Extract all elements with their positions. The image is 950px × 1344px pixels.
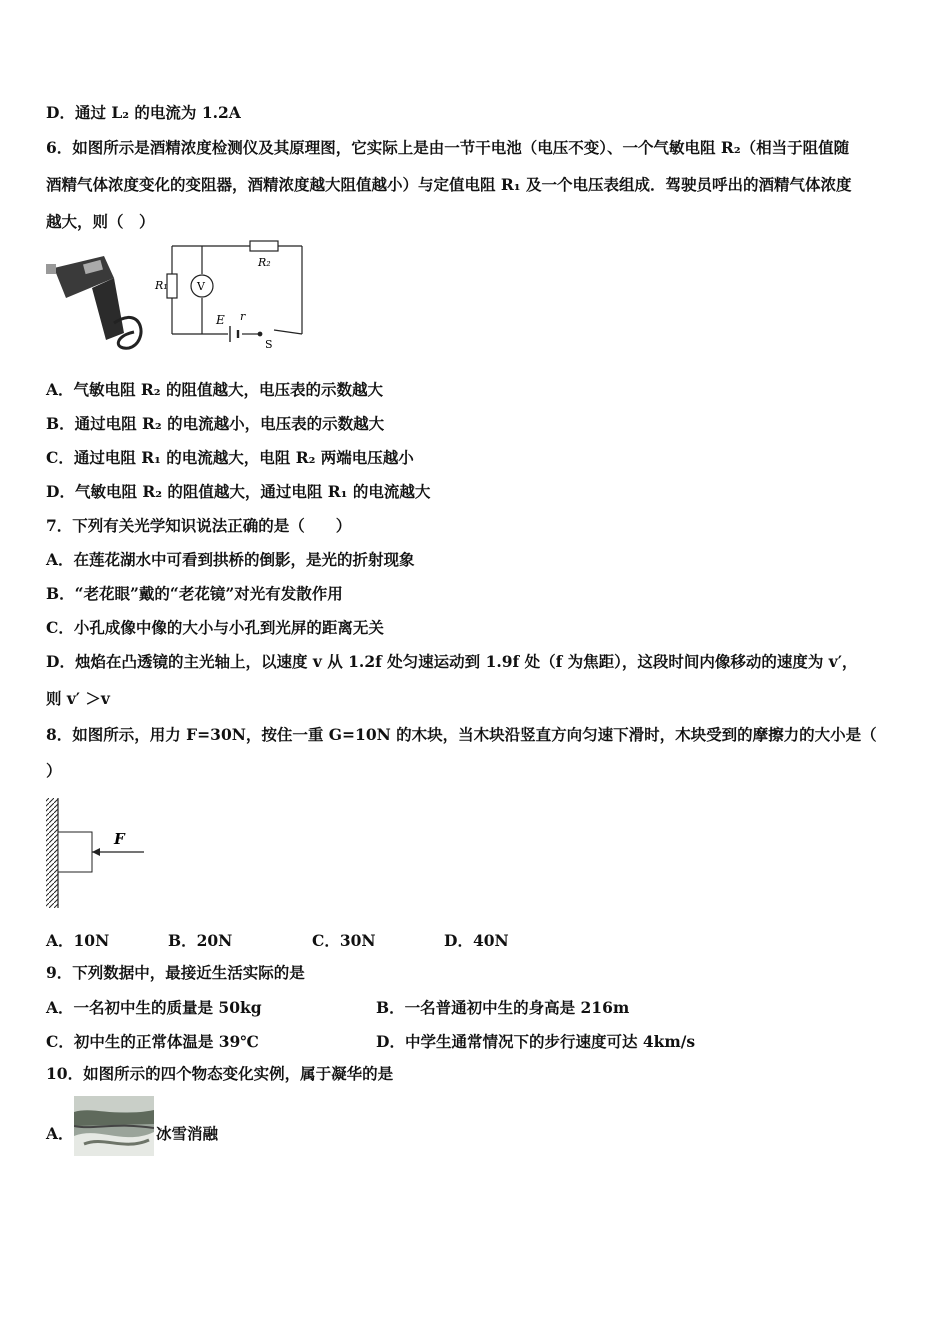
q8-option-d: D．40N bbox=[444, 931, 509, 950]
q5-option-d: D．通过 L₂ 的电流为 1.2A bbox=[46, 103, 241, 122]
q7-stem: 7．下列有关光学知识说法正确的是（ ） bbox=[46, 516, 352, 535]
q9-option-c: C．初中生的正常体温是 39℃ bbox=[46, 1032, 259, 1051]
q6-stem-line-2: 酒精气体浓度变化的变阻器，酒精浓度越大阻值越小）与定值电阻 R₁ 及一个电压表组成．驾驶员呼出的酒精气体浓度 bbox=[46, 175, 852, 194]
q8-option-a: A．10N bbox=[46, 931, 110, 950]
q6-stem-line-1: 6．如图所示是酒精浓度检测仪及其原理图，它实际上是由一节干电池（电压不变）、一个气敏电阻 R₂（相当于阻值随 bbox=[46, 138, 850, 157]
breathalyzer-image bbox=[44, 248, 154, 353]
q10-stem: 10．如图所示的四个物态变化实例，属于凝华的是 bbox=[46, 1064, 394, 1083]
switch-blade bbox=[274, 330, 302, 334]
q10-option-a-caption: 冰雪消融 bbox=[156, 1124, 219, 1143]
q6-option-c: C．通过电阻 R₁ 的电流越大，电阻 R₂ 两端电压越小 bbox=[46, 448, 414, 467]
q6-option-a: A．气敏电阻 R₂ 的阻值越大，电压表的示数越大 bbox=[46, 380, 383, 399]
r2-label: R₂ bbox=[258, 256, 271, 269]
q9-option-d: D．中学生通常情况下的步行速度可达 4km/s bbox=[376, 1032, 696, 1051]
q6-stem-line-3: 越大，则（ ） bbox=[46, 212, 155, 231]
q9-option-a: A．一名初中生的质量是 50kg bbox=[46, 998, 262, 1017]
r2-resistor bbox=[250, 241, 278, 251]
circuit-diagram bbox=[150, 240, 310, 352]
q9-stem: 9．下列数据中，最接近生活实际的是 bbox=[46, 963, 305, 982]
internal-resistance-label: r bbox=[240, 310, 246, 323]
q8-option-b: B．20N bbox=[168, 931, 233, 950]
q7-option-b: B．“老花眼”戴的“老花镜”对光有发散作用 bbox=[46, 584, 343, 603]
voltmeter-label: V bbox=[197, 280, 205, 293]
q7-option-a: A．在莲花湖水中可看到拱桥的倒影，是光的折射现象 bbox=[46, 550, 415, 569]
q6-option-b: B．通过电阻 R₂ 的电流越小，电压表的示数越大 bbox=[46, 414, 385, 433]
battery-label: E bbox=[216, 313, 225, 327]
q6-option-d: D．气敏电阻 R₂ 的阻值越大，通过电阻 R₁ 的电流越大 bbox=[46, 482, 431, 501]
q8-stem-line-2: ） bbox=[46, 761, 62, 780]
wooden-block bbox=[58, 832, 92, 872]
wall-hatching bbox=[46, 798, 58, 908]
force-label: F bbox=[114, 830, 125, 848]
q7-option-d-line-2: 则 v′ ＞v bbox=[46, 689, 110, 708]
q7-option-c: C．小孔成像中像的大小与小孔到光屏的距离无关 bbox=[46, 618, 384, 637]
q8-option-c: C．30N bbox=[312, 931, 376, 950]
force-arrow-head bbox=[92, 848, 100, 856]
r1-resistor bbox=[167, 274, 177, 298]
force-diagram bbox=[44, 798, 154, 910]
q8-stem-line-1: 8．如图所示，用力 F=30N，按住一重 G=10N 的木块，当木块沿竖直方向匀速下滑时，木块受到的摩擦力的大小是（ bbox=[46, 725, 877, 744]
q9-option-b: B．一名普通初中生的身高是 216m bbox=[376, 998, 630, 1017]
r1-label: R₁ bbox=[155, 279, 168, 292]
q7-option-d-line-1: D．烛焰在凸透镜的主光轴上，以速度 v 从 1.2f 处匀速运动到 1.9f 处（f 为焦距），这段时间内像移动的速度为 v′， bbox=[46, 652, 858, 671]
melting-snow-photo bbox=[74, 1096, 154, 1156]
switch-label: S bbox=[265, 338, 273, 351]
switch-pivot bbox=[258, 332, 262, 336]
q10-option-a-letter: A． bbox=[46, 1124, 74, 1143]
